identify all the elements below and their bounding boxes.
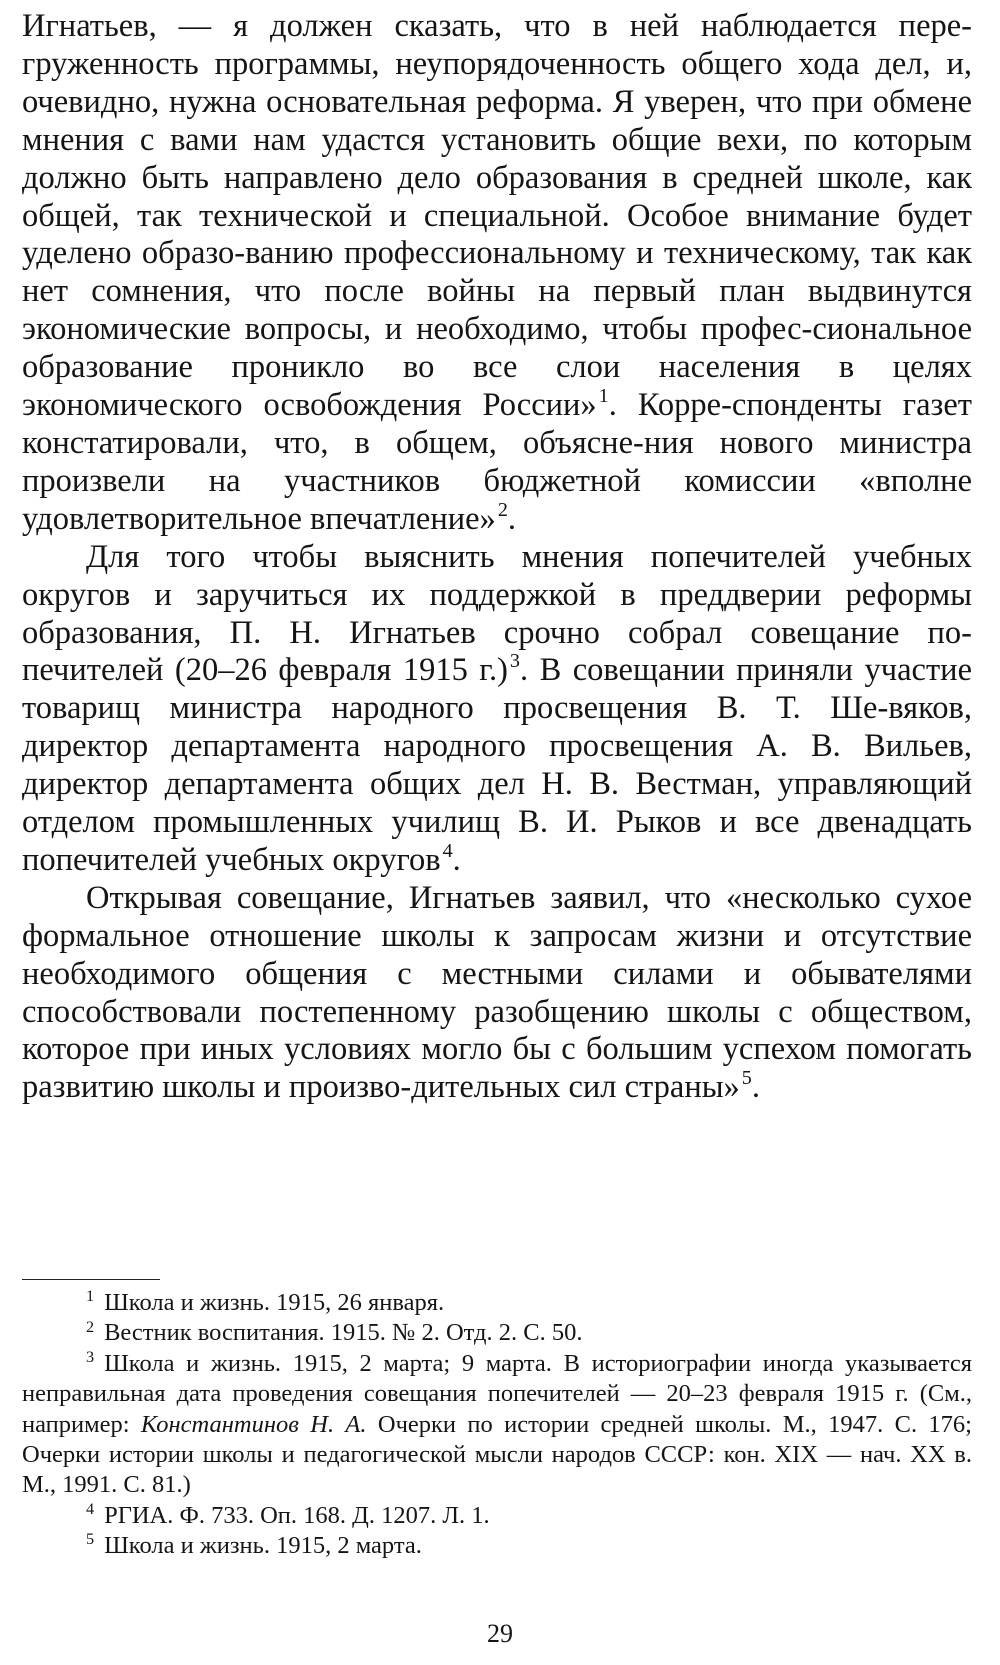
main-text (22, 8, 972, 1107)
footnote-3 (22, 1349, 972, 1501)
footnote-ref-2: 2 (497, 498, 508, 521)
footnote-ref-4: 4 (442, 839, 453, 862)
footnote-divider (22, 1279, 160, 1280)
paragraph-1 (22, 8, 972, 539)
footnote-text: Вестник воспитания. 1915. № 2. Отд. 2. С. 50. (104, 1319, 583, 1347)
footnote-author: Константинов Н. А. (140, 1410, 367, 1438)
paragraph-text: Игнатьев, — я должен сказать, что в ней наблюдается пере-груженность программы, неупорядоченность общего хода дел, и, очевидно, нужна основательная реформа. Я уверен, что при обмене мнения с вами нам удастся установить общие вехи, по которым должно быть направлено дело образования в средней школе, как общей, так технической и специальной. Особое внимание будет уделено образо-ванию профессиональному и техническому, так как нет сомнения, что после войны на первый план выдвинутся экономические вопросы, и необходимо, чтобы профес-сиональное образование проникло во все слои населения в целях экономического освобождения России» (22, 8, 972, 424)
footnote-text: Школа и жизнь. 1915, 2 марта. (104, 1532, 422, 1560)
paragraph-text: Открывая совещание, Игнатьев заявил, что «несколько сухое формальное отношение школы к запросам жизни и отсутствие необходимого общения с местными силами и обывателями способствовали постепенному разобщению школы с обществом, которое при иных условиях могло бы с большим успехом помогать развитию школы и произво-дительных сил страны» (22, 879, 972, 1106)
footnote-text: Школа и жизнь. 1915, 2 марта; 9 марта. В историографии иногда указывается неправильная дата проведения совещания попечителей — 20–23 февраля 1915 г. (См., например: (22, 1349, 972, 1438)
footnote-mark: 2 (86, 1318, 95, 1336)
footnote-ref-5: 5 (741, 1067, 752, 1090)
footnote-text: РГИА. Ф. 733. Оп. 168. Д. 1207. Л. 1. (104, 1501, 490, 1529)
footnote-ref-3: 3 (509, 650, 520, 673)
paragraph-text: Для того чтобы выяснить мнения попечителей учебных округов и заручиться их поддержкой в преддверии реформы образования, П. Н. Игнатьев срочно собрал совещание по-печителей (20–26 февраля 1915 г.) (22, 538, 972, 689)
paragraph-end: . (751, 1069, 760, 1106)
paragraph-text: . Корре-спонденты газет констатировали, что, в общем, объясне-ния нового министра произвели на участников бюджетной комиссии «вполне удовлетворительное впечатление» (22, 387, 972, 537)
page-number: 29 (487, 1619, 513, 1648)
footnotes (22, 1288, 972, 1562)
footnote-mark: 3 (86, 1348, 95, 1366)
footnote-4 (22, 1501, 972, 1531)
footnote-2 (22, 1318, 972, 1348)
footnote-mark: 1 (86, 1288, 95, 1306)
footnote-text: Очерки по истории средней школы. М., 1947. С. 176; Очерки истории школы и педагогической мысли народов СССР: кон. XIX — нач. XX в. М., 1991. С. 81.) (22, 1410, 972, 1499)
paragraph-3 (22, 880, 972, 1107)
footnote-mark: 5 (86, 1531, 95, 1549)
footnote-mark: 4 (86, 1500, 95, 1518)
footnote-text: Школа и жизнь. 1915, 26 января. (104, 1289, 445, 1316)
footnote-1 (22, 1288, 972, 1318)
paragraph-end: . (507, 500, 517, 537)
footnote-ref-1: 1 (598, 384, 609, 407)
paragraph-2 (22, 539, 972, 880)
paragraph-end: . (452, 841, 461, 878)
footnote-5 (22, 1531, 972, 1561)
paragraph-text: . В совещании приняли участие товарищ министра народного просвещения В. Т. Ше-вяков, директор департамента народного просвещения А. В. Вильев, директор департамента общих дел Н. В. Вестман, управляющий отделом промышленных училищ В. И. Рыков и все двенадцать попечителей учебных округов (22, 652, 972, 878)
page-body (22, 8, 972, 1107)
